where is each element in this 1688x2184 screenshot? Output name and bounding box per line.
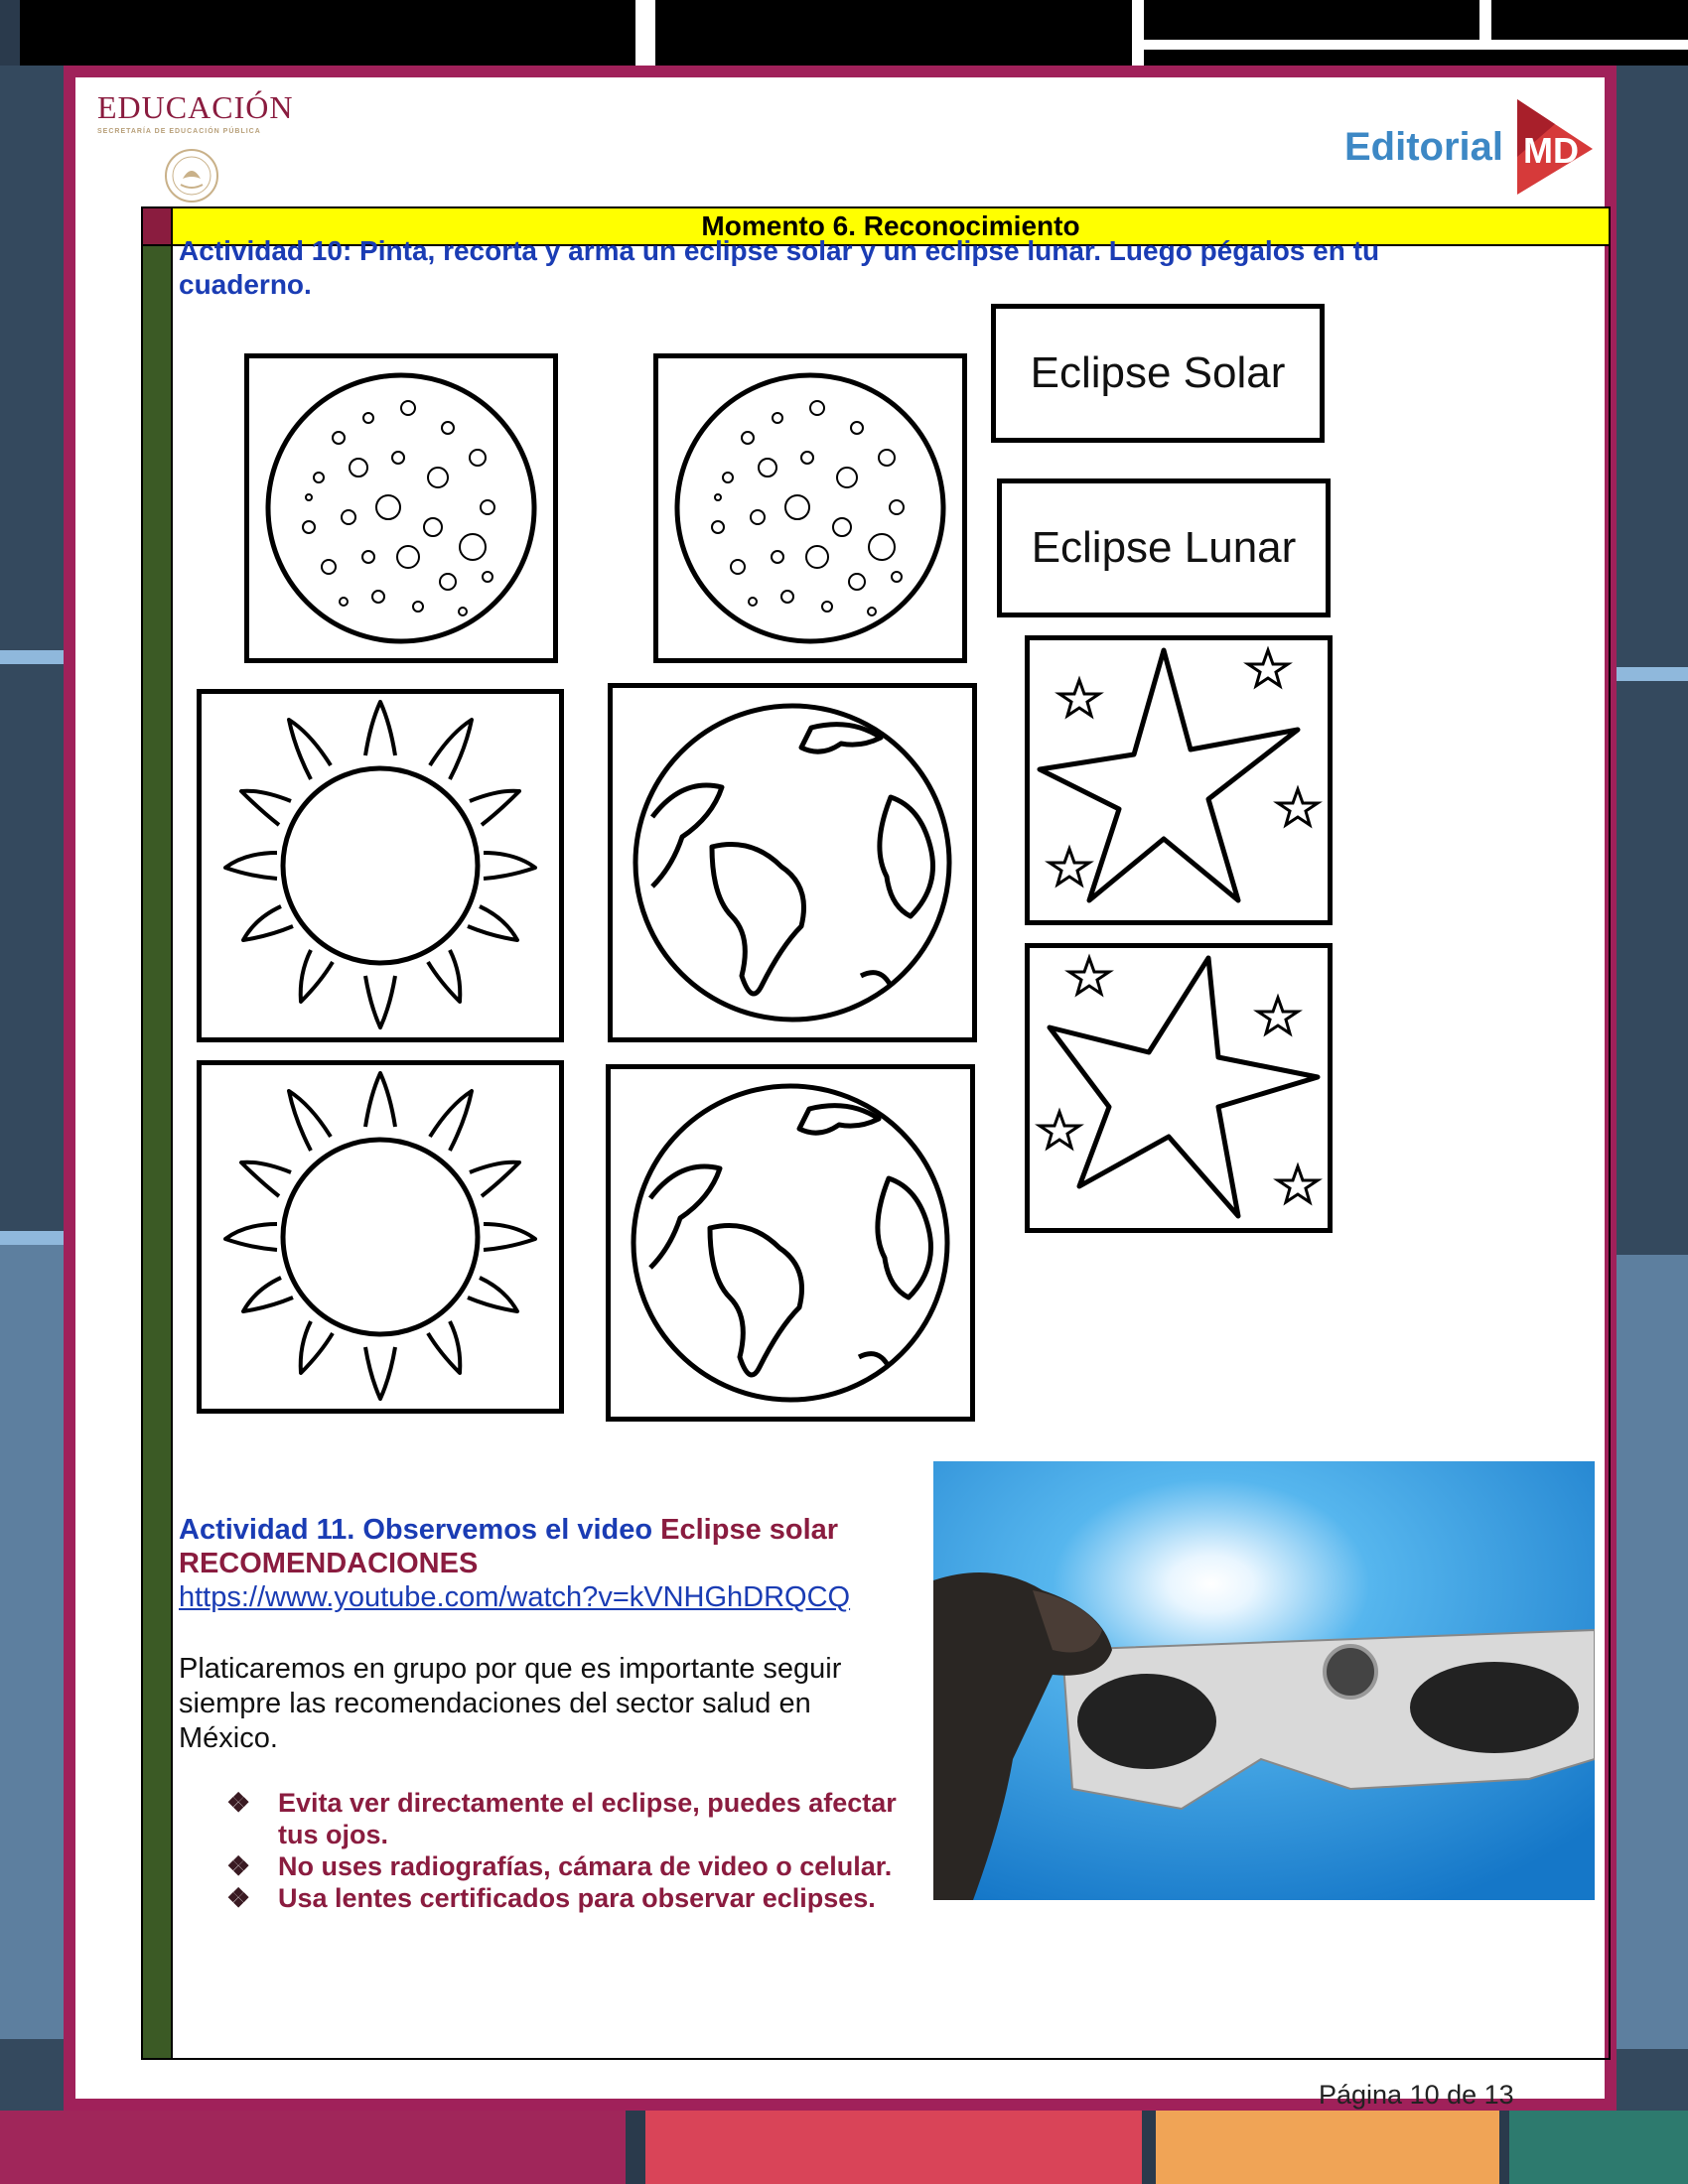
bg-top-gap [1479,0,1491,50]
moon-icon [658,358,962,658]
discussion-paragraph: Platicaremos en grupo por que es importante seguir siempre las recomendaciones del sector salud en México. [179,1653,842,1754]
sun-card [197,689,564,1042]
list-item [226,1850,941,1882]
bg-bottom-maroon [0,2111,626,2184]
sun-icon [202,694,559,1037]
sun-icon [202,1065,559,1409]
seal-icon [163,147,220,205]
education-logo-subtext: SECRETARÍA DE EDUCACIÓN PÚBLICA [97,128,261,135]
recommendation-text: Usa lentes certificados para observar eclipses. [278,1883,876,1913]
education-logo-text: EDUCACIÓN [97,89,294,125]
recommendations-heading: RECOMENDACIONES [179,1548,479,1579]
bg-bottom-orange [1156,2111,1499,2184]
bg-top-bar [20,0,1688,66]
label-eclipse-lunar: Eclipse Lunar [997,478,1331,617]
bullet-icon: ❖ [226,1883,251,1913]
list-item [226,1787,941,1850]
bg-bottom-teal [1509,2111,1688,2184]
recommendation-text: Evita ver directamente el eclipse, puedes afectar tus ojos. [278,1788,897,1849]
recommendation-text: No uses radiografías, cámara de video o celular. [278,1851,893,1881]
education-logo [97,89,293,135]
section-header: Momento 6. Reconocimiento [173,208,1609,246]
stars-card [1025,635,1333,925]
sun-card [197,1060,564,1414]
label-eclipse-solar: Eclipse Solar [991,304,1325,443]
stars-icon [1030,640,1328,920]
earth-icon [613,688,972,1037]
earth-icon [611,1069,970,1417]
page-number: Página 10 de 13 [1319,2080,1514,2110]
earth-card [608,683,977,1042]
bg-bottom-red [645,2111,1142,2184]
bg-top-gap [1132,0,1144,66]
editorial-md-logo [1344,97,1595,197]
bg-left-band [0,1245,64,2039]
stars-card [1025,943,1333,1233]
bg-top-gap [1132,40,1688,50]
moon-card [244,353,558,663]
sidebar-stripe [143,246,173,2058]
activity-11-title [179,1513,850,1547]
activity-10-instructions: Actividad 10: Pinta, recorta y arma un eclipse solar y un eclipse lunar. Luego pégalos en tu cuaderno. [179,235,1380,300]
earth-card [606,1064,975,1422]
md-triangle-icon [1507,97,1595,197]
activity-11-block [179,1513,850,1614]
sidebar-top-block [143,208,173,246]
bullet-icon: ❖ [226,1788,251,1818]
activity-11-title-text: Actividad 11. Observemos el video [179,1514,661,1546]
video-link[interactable]: https://www.youtube.com/watch?v=kVNHGhDRQCQ [179,1581,851,1613]
moon-card [653,353,967,663]
eclipse-glasses-photo [933,1461,1595,1900]
recommendations-list [226,1787,941,1914]
bg-left-band [0,650,64,664]
list-item [226,1882,941,1914]
moon-icon [249,358,553,658]
activity-11-video-name: Eclipse solar [660,1514,839,1546]
md-mark-text: MD [1523,130,1579,171]
bullet-icon: ❖ [226,1851,251,1881]
bg-right-band [1617,667,1688,681]
stars-icon [1030,948,1328,1228]
bg-left-band [0,1231,64,1245]
bg-top-gap [635,0,655,66]
bg-right-band [1617,1255,1688,2049]
editorial-logo-text: Editorial [1343,124,1503,169]
